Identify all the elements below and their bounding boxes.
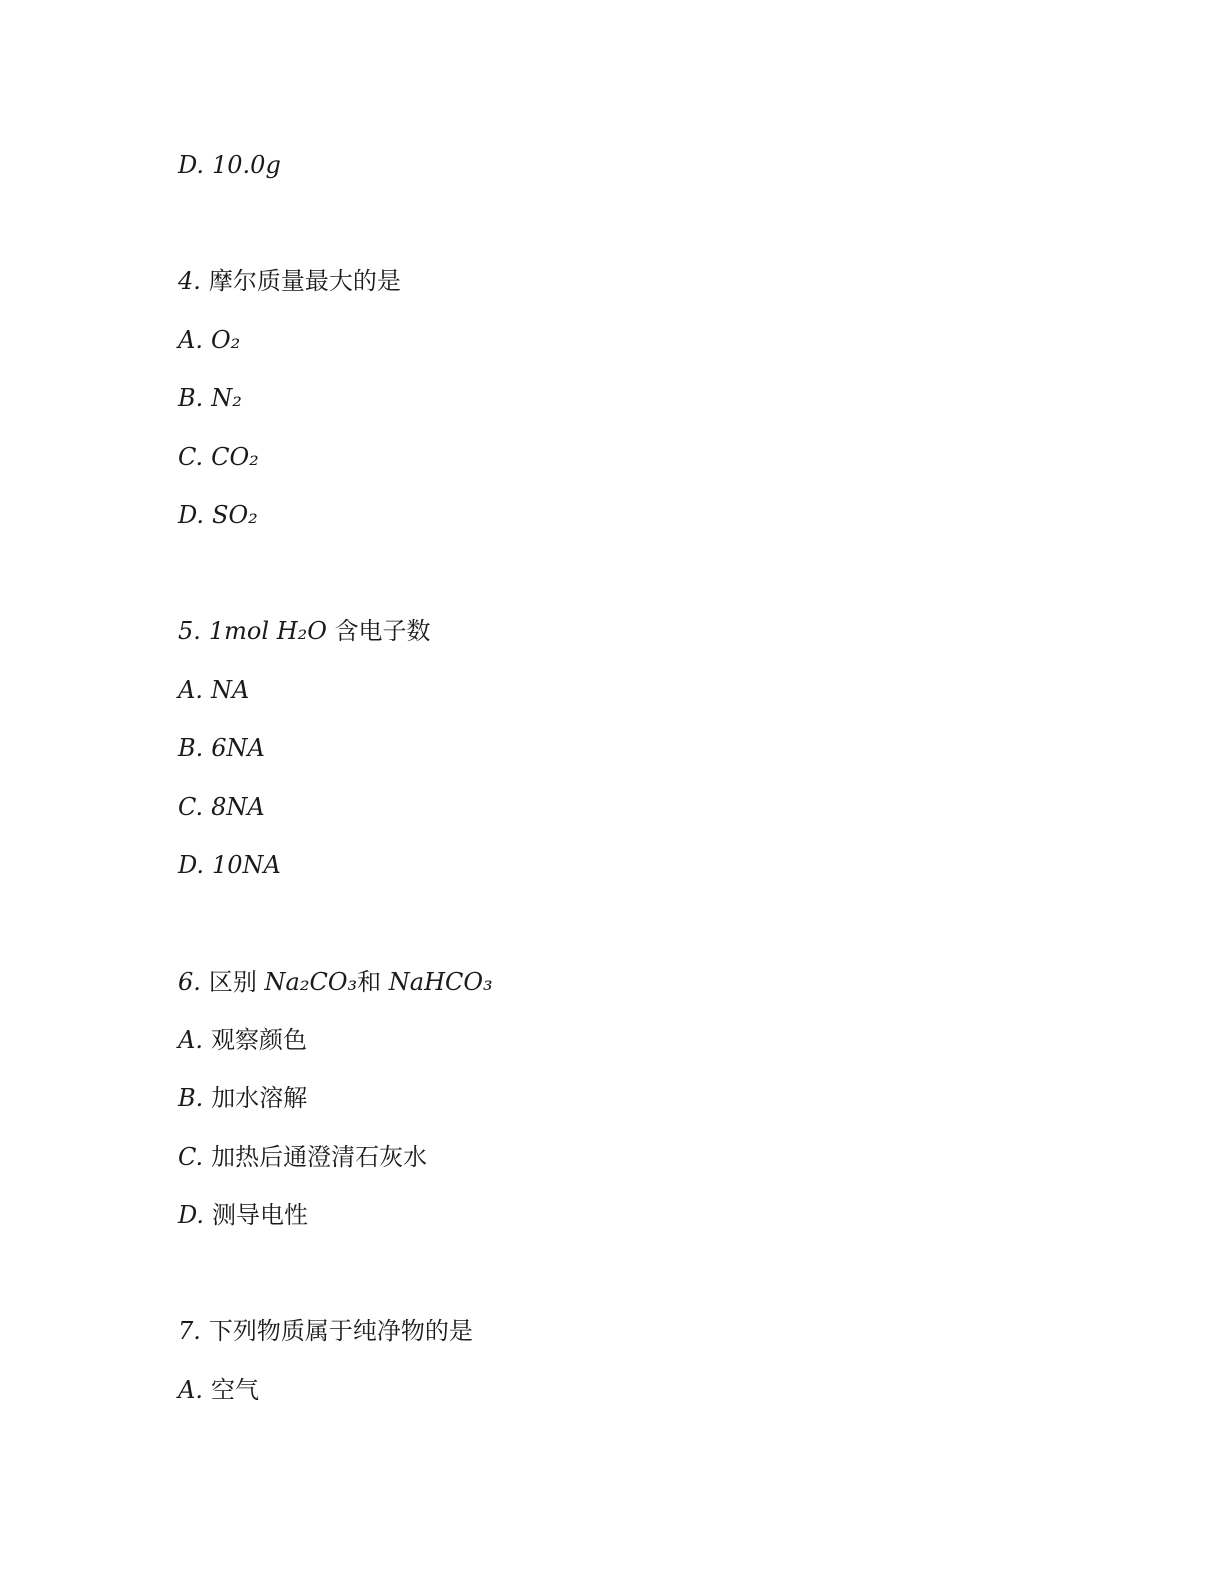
question-text: 下列物质属于纯净物的是 (208, 1317, 473, 1345)
option-text: 加水溶解 (211, 1084, 308, 1112)
option-label: B. (178, 384, 204, 412)
question-text: 含电子数 (334, 617, 431, 645)
option-label: A. (178, 676, 203, 704)
option-label: A. (178, 1376, 203, 1404)
option-text: N₂ (211, 384, 242, 412)
option-text: NA (210, 676, 250, 704)
q5-stem (178, 614, 431, 648)
option-label: A. (178, 326, 203, 354)
q5-option-c (178, 790, 265, 824)
option-label: C. (178, 793, 204, 821)
option-label: B. (178, 734, 204, 762)
q4-option-d (178, 498, 258, 532)
q6-option-c (178, 1140, 427, 1174)
question-formula: NaHCO₃ (388, 968, 493, 996)
q6-option-b (178, 1081, 307, 1115)
q6-stem (178, 965, 493, 999)
question-text: 区别 (208, 968, 257, 996)
option-label: D. (178, 1201, 205, 1229)
q3-option-d (178, 148, 281, 182)
option-text: 8NA (211, 793, 265, 821)
option-text: 空气 (210, 1376, 259, 1404)
option-text: CO₂ (211, 443, 259, 471)
question-formula: Na₂CO₃ (264, 968, 358, 996)
q4-option-b (178, 381, 242, 415)
option-label: D. (178, 501, 205, 529)
q4-stem (178, 264, 401, 298)
q6-option-a (178, 1023, 307, 1057)
option-text: SO₂ (212, 501, 258, 529)
q4-option-c (178, 440, 259, 474)
question-number: 7. (178, 1317, 201, 1345)
option-label: D. (178, 151, 205, 179)
q7-stem (178, 1314, 473, 1348)
option-label: A. (178, 1026, 203, 1054)
option-text: 10NA (212, 851, 281, 879)
option-text: O₂ (210, 326, 241, 354)
option-label: D. (178, 851, 205, 879)
q7-option-a (178, 1373, 259, 1407)
option-text: 观察颜色 (210, 1026, 307, 1054)
q5-option-d (178, 848, 281, 882)
question-number: 6. (178, 968, 201, 996)
question-number: 5. (178, 617, 201, 645)
option-text: 测导电性 (212, 1201, 309, 1229)
q5-option-b (178, 731, 265, 765)
question-formula: 1mol H₂O (208, 617, 327, 645)
question-text: 和 (357, 968, 382, 996)
option-text: 6NA (211, 734, 265, 762)
question-number: 4. (178, 267, 201, 295)
q5-option-a (178, 673, 249, 707)
option-label: C. (178, 1143, 204, 1171)
option-text: 10.0g (212, 151, 281, 179)
q6-option-d (178, 1198, 308, 1232)
option-label: B. (178, 1084, 204, 1112)
q4-option-a (178, 323, 240, 357)
option-label: C. (178, 443, 204, 471)
option-text: 加热后通澄清石灰水 (211, 1143, 428, 1171)
question-text: 摩尔质量最大的是 (208, 267, 401, 295)
